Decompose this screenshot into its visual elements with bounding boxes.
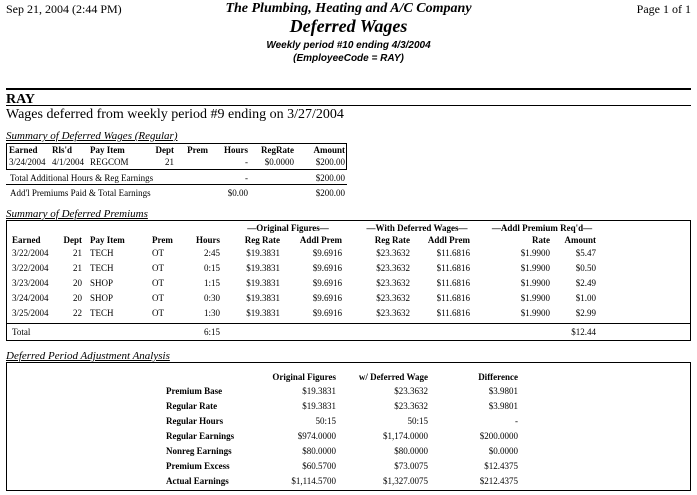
premiums-cell: $11.6816 [436,293,470,303]
premiums-cell: $1.9900 [520,263,550,273]
premiums-divider [6,323,691,324]
premiums-total-amount: $12.44 [571,327,596,337]
premiums-cell: OT [152,248,164,258]
premiums-cell: $1.9900 [520,308,550,318]
report-title: Deferred Wages [289,16,408,36]
premiums-cell: 0:30 [203,293,220,303]
premiums-cell: TECH [90,248,114,258]
premiums-cell: $23.3632 [376,308,410,318]
regular-cell: 21 [165,157,174,167]
premiums-cell: 20 [73,293,82,303]
analysis-cell: $200.0000 [479,431,518,441]
premiums-cell: $23.3632 [376,293,410,303]
regular-section-title: Summary of Deferred Wages (Regular) [6,130,178,142]
premiums-cell: $1.00 [575,293,596,303]
premiums-cell: OT [152,263,164,273]
premiums-cell: $2.99 [575,308,596,318]
regular-header-cell: Rls'd [52,145,73,155]
regular-divider [6,184,347,185]
premiums-header-cell: Addl Prem [427,235,470,245]
analysis-row-label: Regular Rate [166,401,218,411]
premiums-cell: 21 [73,263,82,273]
premiums-group-required: —Addl Premium Req'd— [491,223,593,233]
regular-premiums-paid: $0.00 [227,188,248,198]
premiums-cell: $19.3831 [246,263,280,273]
header-rule [6,88,691,90]
premiums-header-cell: Addl Prem [299,235,342,245]
analysis-row-label: Premium Base [166,386,223,396]
premiums-cell: SHOP [90,293,114,303]
premiums-cell: 22 [73,308,82,318]
regular-header-cell: Hours [223,145,248,155]
premiums-cell: 0:15 [203,263,220,273]
analysis-row-label: Nonreg Earnings [166,446,232,456]
analysis-header-difference: Difference [478,372,518,382]
premiums-cell: $0.50 [575,263,596,273]
premiums-cell: 1:15 [203,278,220,288]
report-filter: (EmployeeCode = RAY) [293,53,404,64]
analysis-cell: $73.0075 [394,461,428,471]
analysis-cell: 50:15 [315,416,336,426]
regular-header-cell: Dept [155,145,174,155]
regular-additional-label: Total Additional Hours & Reg Earnings [10,173,154,183]
analysis-cell: $80.0000 [302,446,336,456]
report-datetime: Sep 21, 2004 (2:44 PM) [6,2,122,16]
premiums-header-cell: Amount [564,235,596,245]
analysis-cell: $1,174.0000 [383,431,428,441]
premiums-cell: OT [152,293,164,303]
premiums-cell: $19.3831 [246,278,280,288]
company-name: The Plumbing, Heating and A/C Company [225,1,472,16]
analysis-row-label: Regular Earnings [166,431,235,441]
regular-cell: $0.0000 [264,157,294,167]
premiums-cell: $9.6916 [312,293,342,303]
regular-cell: REGCOM [90,157,129,167]
analysis-cell: $12.4375 [484,461,518,471]
premiums-cell: 20 [73,278,82,288]
premiums-cell: $23.3632 [376,248,410,258]
analysis-cell: $3.9801 [488,401,518,411]
analysis-cell: $0.0000 [488,446,518,456]
premiums-cell: $1.9900 [520,293,550,303]
premiums-group-original: —Original Figures— [247,223,329,233]
premiums-cell: OT [152,278,164,288]
premiums-group-deferred: —With Deferred Wages— [366,223,468,233]
premiums-cell: $11.6816 [436,308,470,318]
regular-header-cell: Pay Item [90,145,125,155]
premiums-cell: $1.9900 [520,248,550,258]
premiums-cell: $9.6916 [312,278,342,288]
premiums-cell: TECH [90,308,114,318]
premiums-cell: TECH [90,263,114,273]
premiums-header-cell: Earned [12,235,41,245]
analysis-row-label: Regular Hours [166,416,224,426]
regular-additional-hours: - [245,173,248,183]
analysis-header-original: Original Figures [272,372,336,382]
regular-premiums-label: Add'l Premiums Paid & Total Earnings [10,188,151,198]
regular-header-cell: Prem [187,145,208,155]
premiums-header-cell: Hours [195,235,220,245]
premiums-cell: OT [152,308,164,318]
premiums-header-cell: Dept [63,235,82,245]
regular-premiums-amount: $200.00 [315,188,345,198]
premiums-total-hours: 6:15 [203,327,220,337]
regular-header-cell: Amount [313,145,345,155]
analysis-cell: - [515,416,518,426]
premiums-cell: $19.3831 [246,308,280,318]
page-number: Page 1 of 1 [636,2,691,16]
premiums-cell: 3/22/2004 [12,248,49,258]
employee-rule [6,105,691,106]
analysis-cell: $212.4375 [479,476,518,486]
analysis-cell: $1,327.0075 [383,476,428,486]
analysis-cell: $23.3632 [394,386,428,396]
regular-cell: $200.00 [315,157,345,167]
analysis-cell: 50:15 [407,416,428,426]
regular-header-cell: RegRate [261,145,294,155]
analysis-cell: $23.3632 [394,401,428,411]
premiums-cell: $5.47 [575,248,596,258]
regular-header-cell: Earned [9,145,38,155]
premiums-cell: 3/24/2004 [12,293,49,303]
premiums-cell: 1:30 [203,308,220,318]
premiums-cell: 21 [73,248,82,258]
premiums-section-title: Summary of Deferred Premiums [6,208,148,220]
premiums-cell: $9.6916 [312,248,342,258]
analysis-section-title: Deferred Period Adjustment Analysis [6,350,170,362]
employee-description: Wages deferred from weekly period #9 ending on 3/27/2004 [6,107,344,122]
regular-cell: 3/24/2004 [9,157,46,167]
regular-cell: - [245,157,248,167]
analysis-row-label: Actual Earnings [166,476,229,486]
premiums-cell: $19.3831 [246,248,280,258]
analysis-cell: $1,114.5700 [291,476,336,486]
analysis-cell: $19.3831 [302,386,336,396]
premiums-header-cell: Pay Item [90,235,125,245]
premiums-cell: $9.6916 [312,308,342,318]
premiums-cell: 2:45 [203,248,220,258]
employee-code: RAY [6,92,36,107]
premiums-cell: SHOP [90,278,114,288]
premiums-cell: $23.3632 [376,278,410,288]
premiums-cell: $19.3831 [246,293,280,303]
premiums-header-cell: Rate [532,235,550,245]
analysis-cell: $19.3831 [302,401,336,411]
report-period: Weekly period #10 ending 4/3/2004 [266,40,431,51]
analysis-cell: $3.9801 [488,386,518,396]
premiums-total-label: Total [12,327,31,337]
premiums-cell: $1.9900 [520,278,550,288]
premiums-header-cell: Prem [152,235,173,245]
premiums-cell: $23.3632 [376,263,410,273]
analysis-cell: $60.5700 [302,461,336,471]
premiums-cell: 3/23/2004 [12,278,49,288]
premiums-cell: $11.6816 [436,278,470,288]
regular-cell: 4/1/2004 [52,157,85,167]
analysis-cell: $80.0000 [394,446,428,456]
premiums-cell: $11.6816 [436,248,470,258]
premiums-cell: $11.6816 [436,263,470,273]
premiums-cell: $9.6916 [312,263,342,273]
analysis-header-deferred: w/ Deferred Wage [358,372,428,382]
analysis-cell: $974.0000 [297,431,336,441]
regular-additional-amount: $200.00 [315,173,345,183]
analysis-row-label: Premium Excess [166,461,230,471]
premiums-cell: $2.49 [575,278,596,288]
premiums-cell: 3/22/2004 [12,263,49,273]
premiums-header-cell: Reg Rate [374,235,410,245]
premiums-cell: 3/25/2004 [12,308,49,318]
premiums-header-cell: Reg Rate [244,235,280,245]
